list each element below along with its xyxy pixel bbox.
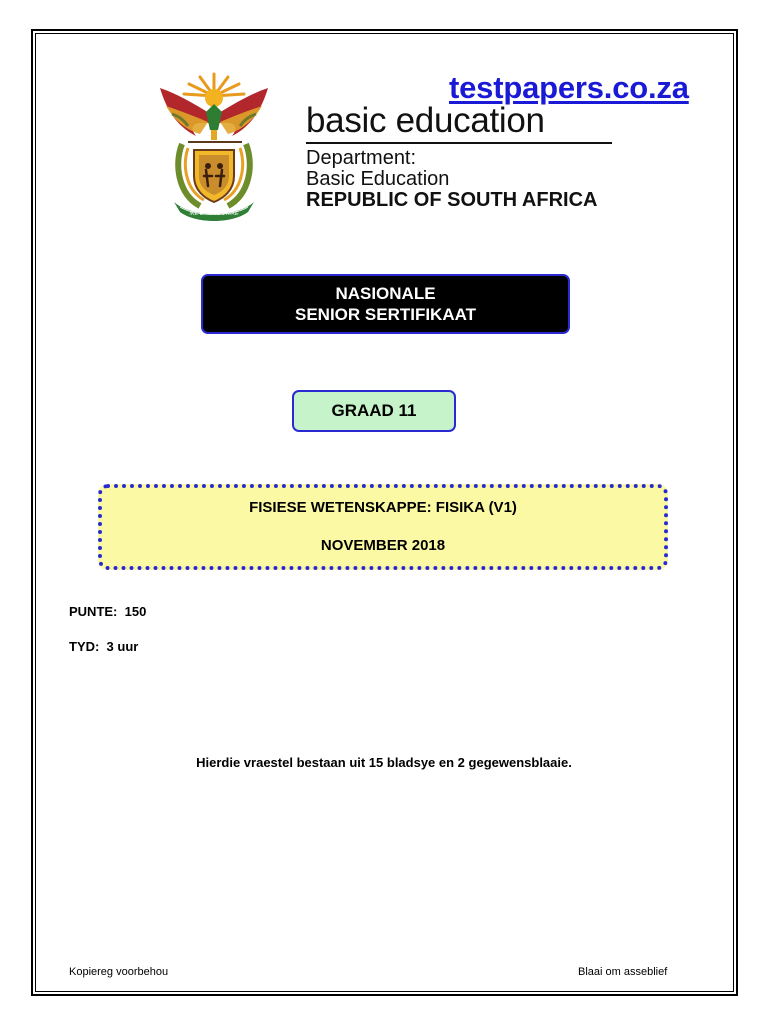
marks-label: PUNTE: 150	[69, 604, 147, 619]
grade-badge: GRAAD 11	[292, 390, 456, 432]
testpapers-link[interactable]: testpapers.co.za	[449, 70, 689, 105]
certificate-title-box	[201, 274, 570, 334]
subject-box	[98, 484, 668, 570]
department-block	[306, 148, 597, 211]
exam-session: NOVEMBER 2018	[320, 537, 446, 554]
brand-wordmark: basic education	[306, 101, 545, 140]
time-label: TYD: 3 uur	[69, 639, 139, 654]
page-count-notice: Hierdie vraestel bestaan uit 15 bladsye en 2 gegewensblaaie.	[196, 755, 572, 770]
country-name: REPUBLIC OF SOUTH AFRICA	[306, 189, 598, 211]
department-label: Department:	[306, 147, 417, 169]
brand-underline	[306, 142, 612, 144]
svg-text:!KE E: /XARRA //KE: !KE E: /XARRA //KE	[189, 211, 239, 217]
certificate-title-line-2: SENIOR SERTIFIKAAT	[294, 305, 477, 324]
turn-over-footer: Blaai om asseblief	[578, 966, 668, 978]
copyright-footer: Kopiereg voorbehou	[69, 966, 169, 978]
south-africa-coat-of-arms-icon	[148, 66, 280, 228]
subject-title: FISIESE WETENSKAPPE: FISIKA (V1)	[249, 499, 517, 516]
certificate-title-line-1: NASIONALE	[335, 284, 436, 303]
department-name: Basic Education	[306, 168, 450, 190]
